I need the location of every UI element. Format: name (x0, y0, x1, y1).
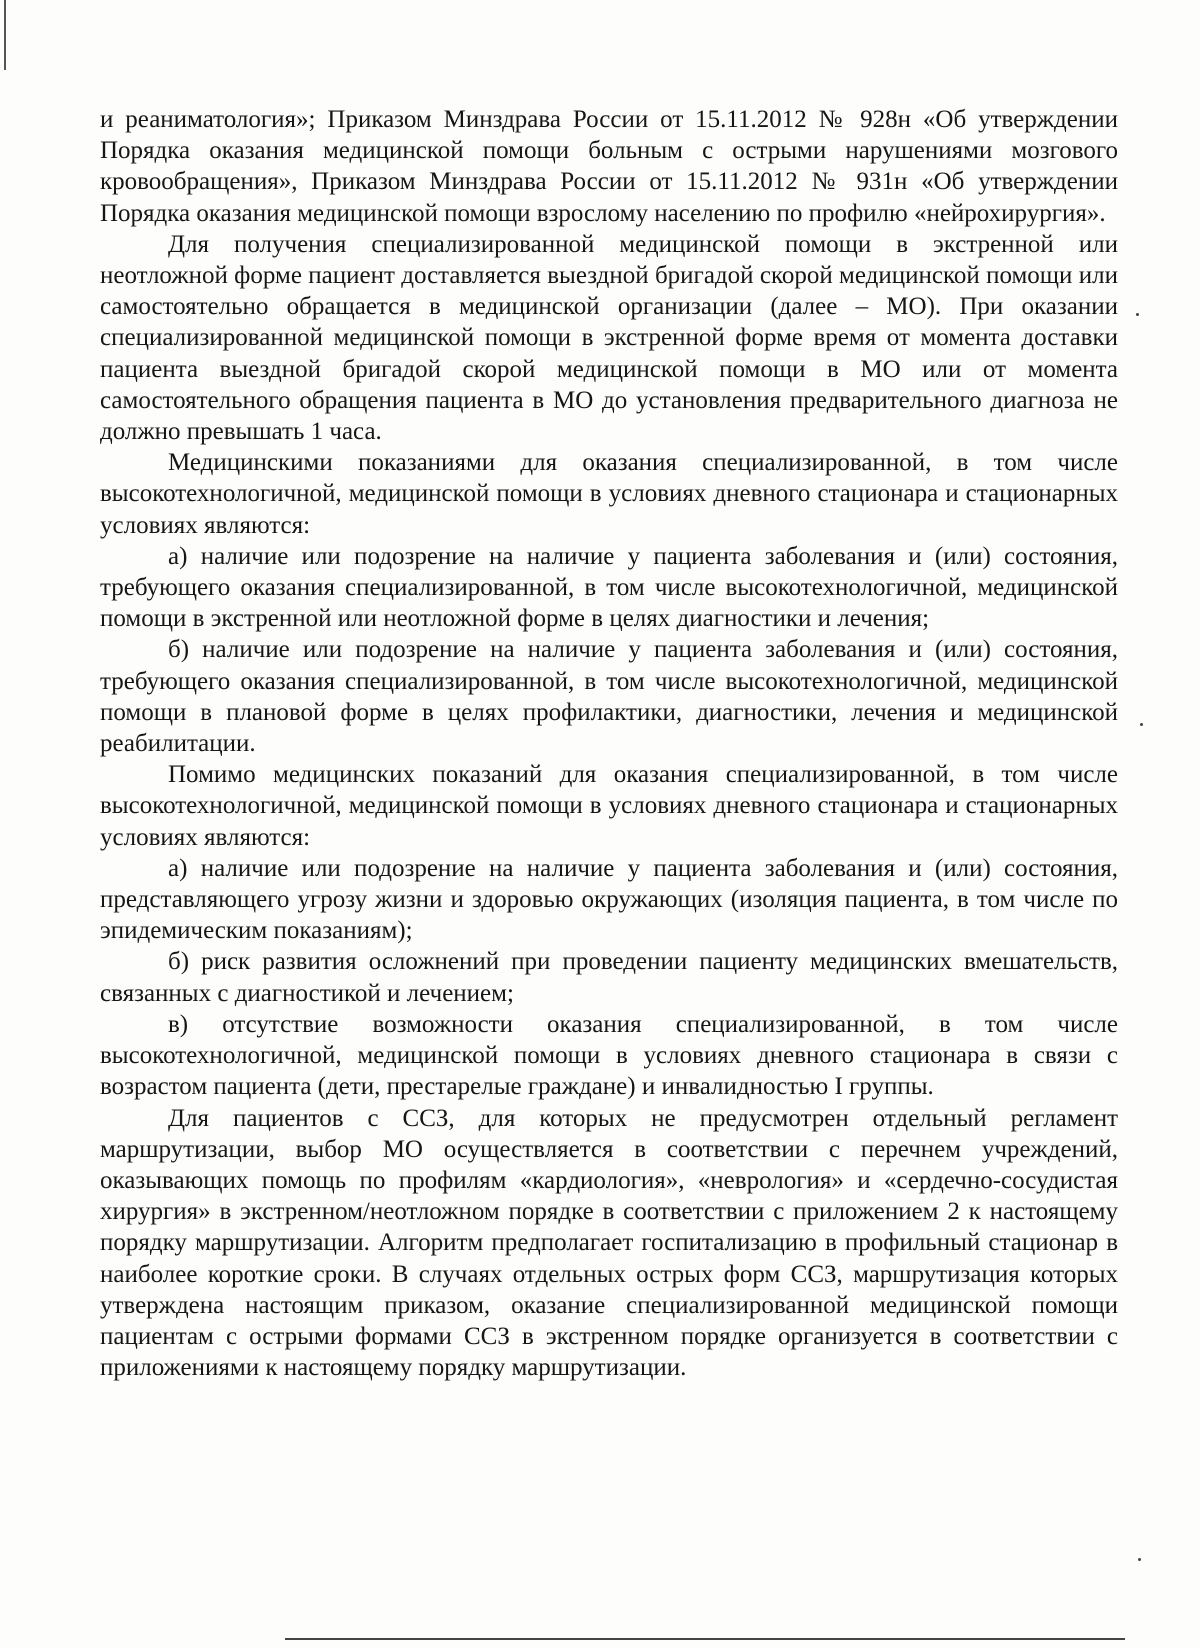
paragraph-10: Для пациентов с ССЗ, для которых не предусмотрен отдельный регламент маршрутизации, выбор МО осуществляется в соответствии с перечнем учреждений, оказывающих помощь по профилям «кардиология», «неврология» и «сердечно-сосудистая хирургия» в экстренном/неотложном порядке в соответствии с приложением 2 к настоящему порядку маршрутизации. Алгоритм предполагает госпитализацию в профильный стационар в наиболее короткие сроки. В случаях отдельных острых форм ССЗ, маршрутизация которых утверждена настоящим приказом, оказание специализированной медицинской помощи пациентам с острыми формами ССЗ в экстренном порядке организуется в соответствии с приложениями к настоящему порядку маршрутизации. (100, 1104, 1118, 1382)
paragraph-9: в) отсутствие возможности оказания специализированной, в том числе высокотехнологичной, медицинской помощи в условиях дневного стационара в связи с возрастом пациента (дети, престарелые граждане) и инвалидностью I группы. (100, 1010, 1118, 1101)
scan-speck (1140, 723, 1143, 726)
paragraph-3: Медицинскими показаниями для оказания специализированной, в том числе высокотехнологичной, медицинской помощи в условиях дневного стационара и стационарных условиях являются: (100, 449, 1118, 539)
document-body (100, 104, 1118, 1383)
paragraph-8: б) риск развития осложнений при проведении пациенту медицинских вмешательств, связанных с диагностикой и лечением; (100, 948, 1118, 1007)
scan-edge-left (4, 0, 6, 70)
paragraph-5: б) наличие или подозрение на наличие у пациента заболевания и (или) состояния, требующего оказания специализированной, в том числе высокотехнологичной, медицинской помощи в плановой форме в целях профилактики, диагностики, лечения и медицинской реабилитации. (100, 636, 1118, 758)
paragraph-1: и реаниматология»; Приказом Минздрава России от 15.11.2012 № 928н «Об утверждении Порядка оказания медицинской помощи больным с острыми нарушениями мозгового кровообращения», Приказом Минздрава России от 15.11.2012 № 931н «Об утверждении Порядка оказания медицинской помощи взрослому населению по профилю «нейрохирургия». (100, 106, 1118, 227)
paragraph-6: Помимо медицинских показаний для оказания специализированной, в том числе высокотехнологичной, медицинской помощи в условиях дневного стационара и стационарных условиях являются: (100, 761, 1118, 851)
scan-speck (1136, 313, 1139, 316)
scan-edge-bottom (285, 1638, 1125, 1640)
paragraph-7: а) наличие или подозрение на наличие у пациента заболевания и (или) состояния, представляющего угрозу жизни и здоровью окружающих (изоляция пациента, в том числе по эпидемическим показаниям); (100, 854, 1118, 945)
scan-speck (1138, 1558, 1141, 1561)
paragraph-4: а) наличие или подозрение на наличие у пациента заболевания и (или) состояния, требующего оказания специализированной, в том числе высокотехнологичной, медицинской помощи в экстренной или неотложной форме в целях диагностики и лечения; (100, 542, 1118, 633)
paragraph-2: Для получения специализированной медицинской помощи в экстренной или неотложной форме пациент доставляется выездной бригадой скорой медицинской помощи или самостоятельно обращается в медицинской организации (далее – МО). При оказании специализированной медицинской помощи в экстренной форме время от момента доставки пациента выездной бригадой скорой медицинской помощи в МО или от момента самостоятельного обращения пациента в МО до установления предварительного диагноза не должно превышать 1 часа. (100, 230, 1118, 446)
